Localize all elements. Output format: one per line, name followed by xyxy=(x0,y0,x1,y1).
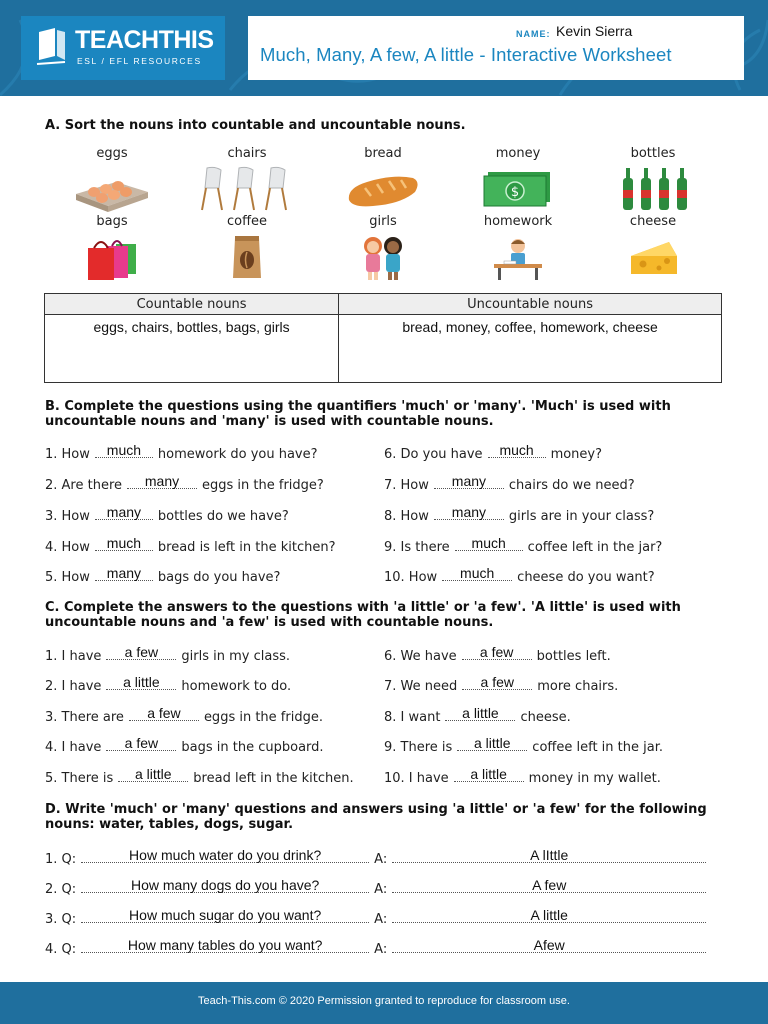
question-d4: 4. Q: How many tables do you want? A: Afew xyxy=(45,940,708,958)
noun-bottles xyxy=(598,146,708,212)
answer-field-d1[interactable]: A lIttle xyxy=(392,850,706,863)
question-d1: 1. Q: How much water do you drink? A: A lIttle xyxy=(45,850,708,868)
teachthis-logo[interactable] xyxy=(21,16,225,80)
egg-carton-icon xyxy=(72,166,152,212)
noun-coffee xyxy=(192,214,302,280)
coffee-bag-icon xyxy=(207,234,287,280)
answer-field-c3[interactable]: a few xyxy=(129,708,199,721)
question-c6: 6. We have a few bottles left. xyxy=(384,644,611,664)
answer-field-b5[interactable]: many xyxy=(95,568,153,581)
question-b6: 6. Do you have much money? xyxy=(384,442,603,462)
answer-field-c2[interactable]: a little xyxy=(106,677,176,690)
noun-label: bags xyxy=(96,214,128,229)
question-c7: 7. We need a few more chairs. xyxy=(384,674,619,694)
answer-field-c1[interactable]: a few xyxy=(106,647,176,660)
section-c-heading: C. Complete the answers to the questions with 'a little' or 'a few'. 'A little' is used with uncountable nouns and 'a few' is used with countable nouns. xyxy=(45,600,681,630)
noun-label: bread xyxy=(364,146,402,161)
noun-girls xyxy=(328,214,438,280)
question-b3: 3. How many bottles do we have? xyxy=(45,504,289,524)
noun-eggs xyxy=(57,146,167,212)
question-b5: 5. How many bags do you have? xyxy=(45,565,281,585)
countable-answer-field[interactable]: eggs, chairs, bottles, bags, girls xyxy=(45,315,339,383)
name-label: NAME: xyxy=(516,29,551,39)
question-field-d4[interactable]: How many tables do you want? xyxy=(81,940,369,953)
answer-field-b10[interactable]: much xyxy=(442,568,512,581)
answer-field-d4[interactable]: Afew xyxy=(392,940,706,953)
question-c5: 5. There is a little bread left in the kitchen. xyxy=(45,766,354,786)
question-c3: 3. There are a few eggs in the fridge. xyxy=(45,705,323,725)
answer-field-c6[interactable]: a few xyxy=(462,647,532,660)
noun-label: cheese xyxy=(629,214,677,229)
question-c9: 9. There is a little coffee left in the jar. xyxy=(384,735,663,755)
answer-field-b1[interactable]: much xyxy=(95,445,153,458)
answer-field-b7[interactable]: many xyxy=(434,476,504,489)
answer-field-c9[interactable]: a little xyxy=(457,738,527,751)
answer-field-b3[interactable]: many xyxy=(95,507,153,520)
section-b-heading: B. Complete the questions using the quantifiers 'much' or 'many'. 'Much' is used with uncountable nouns and 'many' is used with countable nouns. xyxy=(45,399,671,429)
question-b10: 10. How much cheese do you want? xyxy=(384,565,655,585)
title-panel xyxy=(248,16,744,80)
answer-field-c7[interactable]: a few xyxy=(462,677,532,690)
answer-field-b8[interactable]: many xyxy=(434,507,504,520)
answer-field-c8[interactable]: a little xyxy=(445,708,515,721)
noun-chairs xyxy=(192,146,302,212)
noun-bread xyxy=(328,146,438,212)
name-field[interactable]: Kevin Sierra xyxy=(556,23,633,39)
bread-icon xyxy=(343,166,423,212)
footer-copyright: Teach-This.com © 2020 Permission granted to reproduce for classroom use. xyxy=(198,995,570,1007)
question-b1: 1. How much homework do you have? xyxy=(45,442,318,462)
question-b7: 7. How many chairs do we need? xyxy=(384,473,635,493)
question-d2: 2. Q: How many dogs do you have? A: A few xyxy=(45,880,708,898)
answer-field-b6[interactable]: much xyxy=(488,445,546,458)
answer-field-d3[interactable]: A little xyxy=(392,910,706,923)
answer-field-b9[interactable]: much xyxy=(455,538,523,551)
noun-bags xyxy=(57,214,167,280)
answer-field-c4[interactable]: a few xyxy=(106,738,176,751)
section-d-heading: D. Write 'much' or 'many' questions and answers using 'a little' or 'a few' for the following nouns: water, tables, dogs, sugar. xyxy=(45,802,707,832)
section-a-heading: A. Sort the nouns into countable and uncountable nouns. xyxy=(45,118,466,133)
chairs-icon xyxy=(197,166,297,212)
answer-field-c10[interactable]: a little xyxy=(454,769,524,782)
footer-bar xyxy=(0,982,768,1024)
sort-table xyxy=(44,293,722,383)
svg-text:$: $ xyxy=(510,185,520,200)
noun-label: homework xyxy=(483,214,553,229)
logo-subtitle: ESL / EFL RESOURCES xyxy=(77,56,202,66)
countable-header: Countable nouns xyxy=(45,294,339,315)
uncountable-header: Uncountable nouns xyxy=(339,294,722,315)
homework-icon xyxy=(478,234,558,280)
answer-field-d2[interactable]: A few xyxy=(392,880,706,893)
logo-title: TEACHTHIS xyxy=(75,26,214,54)
noun-label: chairs xyxy=(227,146,267,161)
money-icon xyxy=(478,166,558,212)
book-logo-icon xyxy=(35,26,69,66)
noun-label: bottles xyxy=(630,146,676,161)
question-c10: 10. I have a little money in my wallet. xyxy=(384,766,661,786)
answer-field-b2[interactable]: many xyxy=(127,476,197,489)
question-field-d1[interactable]: How much water do you drink? xyxy=(81,850,369,863)
header-banner xyxy=(0,0,768,96)
girls-icon xyxy=(343,234,423,280)
shopping-bags-icon xyxy=(72,234,152,280)
uncountable-answer-field[interactable]: bread, money, coffee, homework, cheese xyxy=(339,315,722,383)
noun-money xyxy=(463,146,573,212)
noun-label: girls xyxy=(369,214,397,229)
question-c1: 1. I have a few girls in my class. xyxy=(45,644,291,664)
question-c4: 4. I have a few bags in the cupboard. xyxy=(45,735,324,755)
question-field-d3[interactable]: How much sugar do you want? xyxy=(81,910,369,923)
question-c2: 2. I have a little homework to do. xyxy=(45,674,292,694)
bottles-icon xyxy=(613,166,693,212)
answer-field-c5[interactable]: a little xyxy=(118,769,188,782)
question-b4: 4. How much bread is left in the kitchen? xyxy=(45,535,336,555)
cheese-icon xyxy=(613,234,693,280)
answer-field-b4[interactable]: much xyxy=(95,538,153,551)
question-c8: 8. I want a little cheese. xyxy=(384,705,571,725)
worksheet-title: Much, Many, A few, A little - Interactive Worksheet xyxy=(260,44,672,65)
question-b8: 8. How many girls are in your class? xyxy=(384,504,655,524)
noun-label: eggs xyxy=(96,146,128,161)
noun-label: money xyxy=(495,146,541,161)
question-d3: 3. Q: How much sugar do you want? A: A little xyxy=(45,910,708,928)
question-b2: 2. Are there many eggs in the fridge? xyxy=(45,473,324,493)
question-b9: 9. Is there much coffee left in the jar? xyxy=(384,535,663,555)
noun-cheese xyxy=(598,214,708,280)
noun-label: coffee xyxy=(226,214,268,229)
noun-homework xyxy=(463,214,573,280)
question-field-d2[interactable]: How many dogs do you have? xyxy=(81,880,369,893)
